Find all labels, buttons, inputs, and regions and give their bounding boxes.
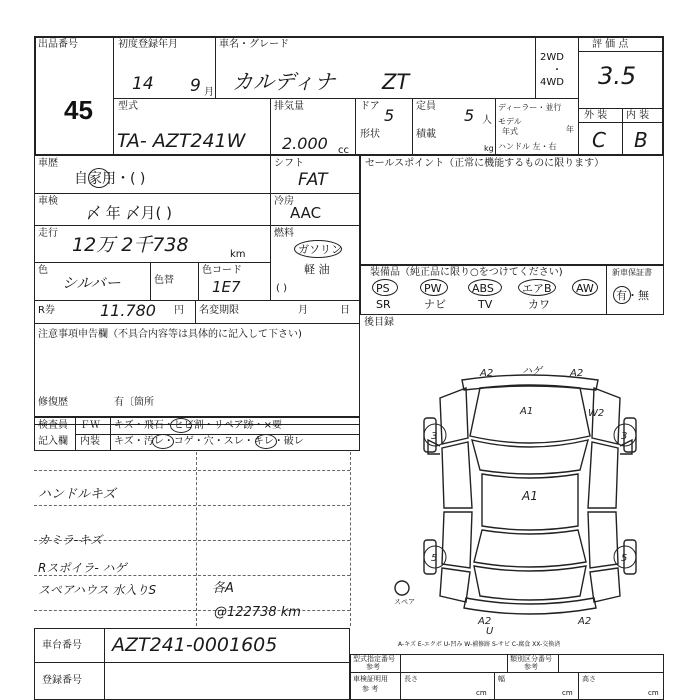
warranty-value: 有・無 [616, 289, 649, 302]
aircon-label: 冷房 [274, 196, 294, 207]
fw-items: キズ・飛石・ヒビ割・リペア跡・×要 [114, 420, 282, 431]
km-unit: km [230, 249, 246, 260]
sales-frame [360, 155, 664, 265]
kg-unit: kg [484, 144, 494, 153]
mark-5-left: 5 [431, 553, 438, 564]
cc-unit: cc [338, 145, 349, 156]
first-reg-year: 14 [132, 74, 154, 94]
first-reg-month: 9 [190, 76, 201, 96]
interior-items: キズ・汚レ・コゲ・穴・スレ・キレ・破レ [114, 436, 304, 447]
vehicle-cert-sub: 参 考 [362, 685, 379, 693]
capacity: 5 [464, 106, 475, 125]
inspection-value: 〆 年 〆月( ) [86, 204, 173, 222]
doors: 5 [384, 106, 395, 125]
mark-paint-peel: ハゲ [522, 366, 542, 377]
mark-a2-front-right: A2 [570, 368, 584, 379]
reg-label: 登録番号 [42, 675, 82, 686]
score: 3.5 [598, 62, 637, 90]
pw-circle [420, 279, 448, 296]
name-change-month: 月 [298, 305, 308, 316]
color-code-label: 色コード [202, 265, 242, 276]
ps-circle [372, 279, 398, 296]
note-handle-scratch: ハンドルキズ [38, 487, 116, 502]
exterior-grade: C [592, 128, 606, 152]
vehicle-cert-label: 車検証明用 [353, 675, 388, 683]
fuel-paren: ( ) [276, 283, 287, 294]
length-label: 長さ [404, 675, 418, 683]
stain-circle [152, 434, 174, 449]
yen-unit: 円 [174, 305, 184, 316]
mark-3-left: 3 [431, 431, 438, 442]
mark-a2-front-left: A2 [480, 368, 494, 379]
private-use-circle [88, 168, 110, 188]
mark-5-right: 5 [621, 553, 628, 564]
equip-pw: PW [424, 282, 442, 295]
inspector-label-2: 記入欄 [38, 436, 68, 447]
history-label: 車歴 [38, 158, 58, 169]
color-change-label: 色替 [154, 275, 174, 286]
type-cert-sub: 参考 [366, 663, 380, 671]
repair-history-label: 修復歴 [38, 397, 68, 408]
equip-airbag: エアB [522, 282, 552, 295]
fuel-diesel: 軽 油 [304, 263, 330, 276]
mark-3-right: 3 [621, 431, 628, 442]
warranty-label: 新車保証書 [612, 268, 652, 277]
sales-label: セールスポイント（正常に機能するものに限ります） [365, 158, 605, 169]
note-each-a: 各A [212, 581, 234, 596]
chassis-number: AZT241-0001605 [112, 634, 278, 656]
rear-catalog-label: 後目録 [364, 317, 394, 328]
length-cm: cm [476, 689, 487, 697]
chip-circle [170, 418, 192, 433]
person-unit: 人 [482, 115, 492, 126]
damage-legend: A-キズ E-エクボ U-凹み W-補修跡 S-サビ C-腐食 XX-交換済 [398, 641, 561, 648]
mark-a1-roof: A1 [522, 489, 538, 503]
dealer-label: ディーラー・並行 [498, 103, 562, 112]
equip-sr: SR [376, 298, 391, 311]
wear-circle [255, 434, 277, 449]
mileage-value: 12万 2千738 [72, 234, 189, 256]
color-code: 1E7 [212, 278, 241, 296]
airbag-circle [518, 279, 556, 296]
drive-4wd: 4WD [540, 77, 564, 88]
interior-row-label: 内装 [80, 436, 100, 447]
model-year-label-2: 年式 [502, 127, 518, 136]
name-change-label: 名変期限 [199, 305, 239, 316]
height-label: 高さ [582, 675, 596, 683]
equip-ps: PS [376, 282, 390, 295]
note-spare-house: スペアハウス 水入りS [38, 583, 157, 597]
note-spoiler: Rスポイラ- ハゲ [38, 561, 127, 575]
exterior-label: 外 装 [584, 110, 608, 121]
chassis-label: 車台番号 [42, 640, 82, 651]
doors-label: ドア [360, 101, 380, 112]
loading-label: 積載 [416, 129, 436, 140]
shift-label: シフト [274, 158, 304, 169]
equip-leather: カワ [528, 298, 550, 311]
mark-w2: W2 [588, 408, 605, 419]
equip-abs: ABS [472, 282, 494, 295]
class-sub: 参考 [524, 663, 538, 671]
equip-navi: ナビ [424, 298, 446, 311]
inspection-label: 車検 [38, 196, 58, 207]
width-label: 幅 [498, 675, 505, 683]
width-cm: cm [562, 689, 573, 697]
note-camera-scratch: カミラ-キズ [38, 533, 103, 547]
aircon-value: AAC [290, 204, 322, 222]
recycle-label: R券 [38, 305, 55, 316]
class-label: 類別区分番号 [510, 655, 552, 663]
note-mileage: @122738 km [214, 605, 301, 620]
displacement-label: 排気量 [274, 101, 304, 112]
notes-label: 注意事項申告欄（不具合内容等は具体的に記入して下さい) [38, 329, 302, 340]
fw-label: ＦＷ [80, 420, 100, 431]
displacement: 2.000 [282, 134, 328, 153]
equip-tv: TV [478, 298, 493, 311]
lot-number: 45 [64, 95, 93, 125]
fuel-label: 燃料 [274, 228, 294, 239]
first-reg-label: 初度登録年月 [118, 39, 178, 50]
mark-a2-rear-left: A2 [478, 616, 492, 627]
drive-dot: ・ [552, 65, 562, 76]
inspector-label-1: 検査員 [38, 420, 68, 431]
height-cm: cm [648, 689, 659, 697]
warranty-circle [613, 286, 631, 304]
model: TA- AZT241W [117, 130, 246, 152]
mark-u: U [486, 626, 494, 637]
grade: ZT [382, 70, 410, 94]
equipment-label: 装備品（純正品に限り○をつけてください) [370, 267, 563, 278]
shape-label: 形状 [360, 129, 380, 140]
fuel-gasoline: ガソリン [298, 243, 342, 256]
drive-2wd: 2WD [540, 52, 564, 63]
interior-grade: B [634, 128, 648, 152]
color-value: シルバー [62, 274, 121, 292]
color-label: 色 [38, 265, 48, 276]
score-label: 評 価 点 [592, 39, 629, 50]
car-damage-diagram [380, 358, 680, 638]
repair-history-value: 有〔箇所 [114, 397, 154, 408]
mileage-label: 走行 [38, 228, 58, 239]
spare-label: スペア [394, 598, 415, 606]
shift-value: FAT [298, 170, 328, 190]
car-name: カルディナ [232, 70, 336, 94]
interior-label: 内 装 [626, 110, 650, 121]
recycle-value: 11.780 [100, 301, 156, 320]
name-change-day: 日 [340, 305, 350, 316]
history-value: 自家用・( ) [74, 171, 146, 187]
mark-a1-hood: A1 [520, 406, 534, 417]
equip-aw: AW [576, 282, 594, 295]
model-year-label-1: モデル [498, 117, 522, 126]
lot-label: 出品番号 [38, 39, 78, 50]
month-unit: 月 [204, 87, 214, 98]
type-cert-label: 型式指定番号 [353, 655, 395, 663]
year-unit: 年 [566, 125, 574, 134]
mark-a2-rear-right: A2 [578, 616, 592, 627]
capacity-label: 定員 [416, 101, 436, 112]
car-name-label: 車名・グレード [219, 39, 289, 50]
gasoline-circle [294, 240, 342, 258]
handle-label: ハンドル 左・右 [498, 142, 557, 151]
aw-circle [572, 279, 598, 296]
model-label: 型式 [118, 101, 138, 112]
abs-circle [468, 279, 502, 296]
